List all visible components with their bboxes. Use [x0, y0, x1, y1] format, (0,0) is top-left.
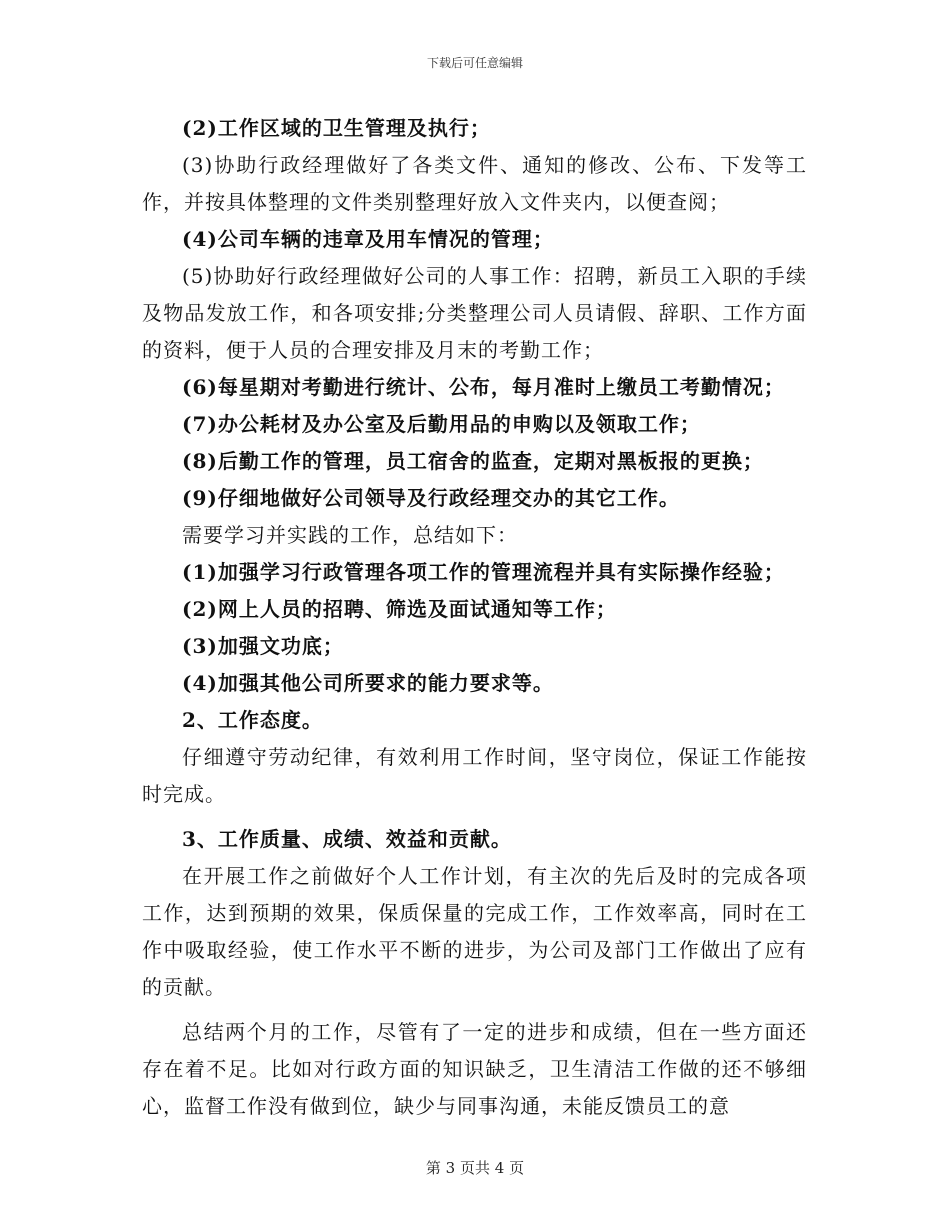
paragraph-item-2: (2)工作区域的卫生管理及执行； [182, 116, 491, 140]
paragraph-item-8: (8)后勤工作的管理，员工宿舍的监查，定期对黑板报的更换； [182, 449, 764, 473]
paragraph-item-9: (9)仔细地做好公司领导及行政经理交办的其它工作。 [182, 486, 680, 510]
quality-paragraph: 在开展工作之前做好个人工作计划，有主次的先后及时的完成各项工作，达到预期的效果，保质保量的完成工作，工作效率高，同时在工作中吸取经验，使工作水平不断的进步，为公司及部门工作做出了应有的贡献。 [142, 864, 807, 999]
page-header: 下载后可任意编辑 [426, 56, 523, 70]
section-heading-quality: 3、工作质量、成绩、效益和贡献。 [182, 827, 512, 851]
paragraph-item-3: (3)协助行政经理做好了各类文件、通知的修改、公布、下发等工作，并按具体整理的文件类别整理好放入文件夹内，以便查阅； [142, 153, 807, 214]
learning-item-2: (2)网上人员的招聘、筛选及面试通知等工作； [182, 597, 617, 621]
paragraph-item-6: (6)每星期对考勤进行统计、公布，每月准时上缴员工考勤情况； [182, 375, 785, 399]
learning-item-4: (4)加强其他公司所要求的能力要求等。 [182, 671, 554, 695]
paragraph-item-4: (4)公司车辆的违章及用车情况的管理； [182, 227, 554, 251]
page-footer: 第 3 页共 4 页 [425, 1159, 525, 1177]
document-body [142, 110, 807, 1125]
paragraph-item-7: (7)办公耗材及办公室及后勤用品的申购以及领取工作； [182, 412, 701, 436]
summary-paragraph: 总结两个月的工作，尽管有了一定的进步和成绩，但在一些方面还存在着不足。比如对行政方面的知识缺乏，卫生清洁工作做的还不够细心，监督工作没有做到位，缺少与同事沟通，未能反馈员工的意 [142, 1020, 807, 1118]
section-heading-attitude: 2、工作态度。 [182, 708, 323, 732]
learning-item-1: (1)加强学习行政管理各项工作的管理流程并具有实际操作经验； [182, 560, 785, 584]
learning-item-3: (3)加强文功底； [182, 634, 344, 658]
attitude-paragraph: 仔细遵守劳动纪律，有效利用工作时间，坚守岗位，保证工作能按时完成。 [142, 745, 807, 806]
paragraph-item-5: (5)协助好行政经理做好公司的人事工作：招聘，新员工入职的手续及物品发放工作，和各项安排;分类整理公司人员请假、辞职、工作方面的资料，便于人员的合理安排及月末的考勤工作； [142, 264, 807, 362]
learning-intro: 需要学习并实践的工作，总结如下： [182, 523, 518, 547]
